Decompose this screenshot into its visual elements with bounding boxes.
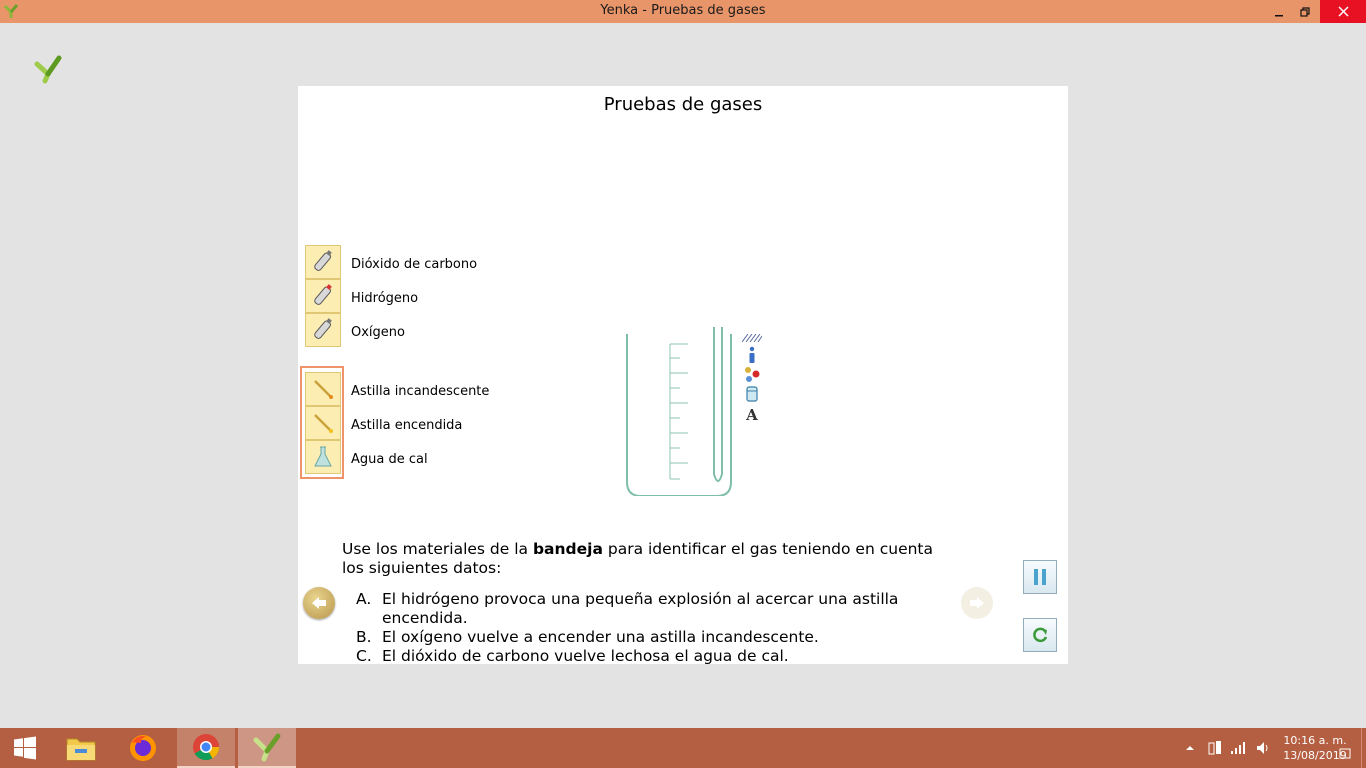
molecule-icon[interactable] — [741, 364, 763, 384]
reset-button[interactable] — [1023, 618, 1057, 652]
restore-button[interactable] — [1290, 0, 1320, 23]
tray-notifications[interactable] — [1339, 748, 1351, 760]
tray-label-lit-splint: Astilla encendida — [351, 418, 463, 433]
taskbar-clock[interactable] — [1283, 733, 1347, 763]
refresh-icon — [1030, 625, 1050, 645]
object-mini-toolbar — [741, 333, 763, 425]
taskbar-chrome[interactable] — [177, 728, 235, 768]
flask-icon — [310, 444, 336, 470]
network-device-icon — [1207, 740, 1223, 756]
yenka-logo[interactable] — [34, 54, 62, 84]
tray-item-oxygen[interactable] — [305, 313, 341, 347]
list-text: El dióxido de carbono vuelve lechosa el agua de cal. — [382, 647, 789, 664]
lit-splint-icon — [310, 410, 336, 436]
file-explorer-icon — [65, 734, 97, 762]
taskbar-yenka[interactable] — [238, 728, 296, 768]
close-button[interactable] — [1320, 0, 1366, 23]
taskbar-file-explorer[interactable] — [52, 728, 110, 768]
info-icon[interactable] — [741, 345, 763, 365]
tray-item-hydrogen[interactable] — [305, 279, 341, 313]
notification-icon — [1339, 748, 1351, 760]
list-letter: C. — [356, 647, 372, 664]
beaker[interactable] — [624, 324, 736, 496]
next-page-button[interactable] — [961, 587, 993, 619]
show-hidden-icons-button[interactable] — [1182, 740, 1198, 756]
text-icon[interactable] — [741, 404, 763, 424]
tray-item-carbon-dioxide[interactable] — [305, 245, 341, 279]
list-item — [356, 628, 976, 647]
signal-icon — [1230, 740, 1246, 756]
list-letter: B. — [356, 628, 372, 646]
list-item — [356, 590, 976, 628]
facts-list — [356, 590, 976, 664]
tray-label-glowing-splint: Astilla incandescente — [351, 384, 490, 399]
tray-label-limewater: Agua de cal — [351, 452, 428, 467]
show-desktop-button[interactable] — [1361, 728, 1366, 768]
firefox-icon — [128, 733, 158, 763]
start-button[interactable] — [0, 728, 50, 768]
tray-label-hydrogen: Hidrógeno — [351, 291, 419, 306]
yenka-icon — [252, 732, 282, 762]
windows-start-icon — [13, 736, 37, 760]
minimize-icon — [1274, 7, 1284, 17]
chrome-icon — [191, 732, 221, 762]
taskbar-firefox[interactable] — [114, 728, 172, 768]
tray-volume[interactable] — [1255, 740, 1271, 756]
arrow-right-icon — [968, 595, 986, 611]
clock-date: 13/08/2019 — [1283, 749, 1347, 762]
page-title: Pruebas de gases — [603, 94, 763, 115]
instructions-text — [342, 540, 942, 578]
svg-text:A: A — [746, 406, 758, 422]
gas-cylinder-red-icon — [310, 283, 336, 309]
list-text: El hidrógeno provoca una pequeña explosión al acercar una astilla encendida. — [382, 590, 899, 627]
gas-cylinder-icon — [310, 317, 336, 343]
container-icon[interactable] — [741, 384, 763, 404]
hatch-icon[interactable] — [741, 333, 763, 343]
restore-icon — [1300, 7, 1310, 17]
window-title: Yenka - Pruebas de gases — [600, 3, 766, 18]
arrow-left-icon — [310, 595, 328, 611]
taskbar — [0, 728, 1366, 768]
instructions-part: Use los materiales de la — [342, 540, 533, 558]
instructions-bold: bandeja — [532, 540, 603, 558]
glowing-splint-icon — [310, 376, 336, 402]
previous-page-button[interactable] — [303, 587, 335, 619]
close-icon — [1338, 6, 1349, 17]
instructions-part: para identificar el gas teniendo en cuenta los siguientes datos: — [342, 540, 934, 577]
pause-icon — [1032, 568, 1048, 586]
chevron-up-icon — [1185, 744, 1195, 752]
tray-label-carbon-dioxide: Dióxido de carbono — [351, 257, 478, 272]
tray-item-lit-splint[interactable] — [305, 406, 341, 440]
volume-icon — [1255, 740, 1271, 756]
gas-cylinder-icon — [310, 249, 336, 275]
list-letter: A. — [356, 590, 372, 608]
tray-signal[interactable] — [1230, 740, 1246, 756]
clock-time: 10:16 a. m. — [1283, 734, 1347, 747]
list-text: El oxígeno vuelve a encender una astilla incandescente. — [382, 628, 819, 646]
tray-item-limewater[interactable] — [305, 440, 341, 474]
tray-item-glowing-splint[interactable] — [305, 372, 341, 406]
list-item — [356, 647, 976, 664]
tray-network-device[interactable] — [1207, 740, 1223, 756]
activity-canvas — [298, 86, 1068, 664]
tray-label-oxygen: Oxígeno — [351, 325, 405, 340]
title-bar — [0, 0, 1366, 23]
pause-button[interactable] — [1023, 560, 1057, 594]
